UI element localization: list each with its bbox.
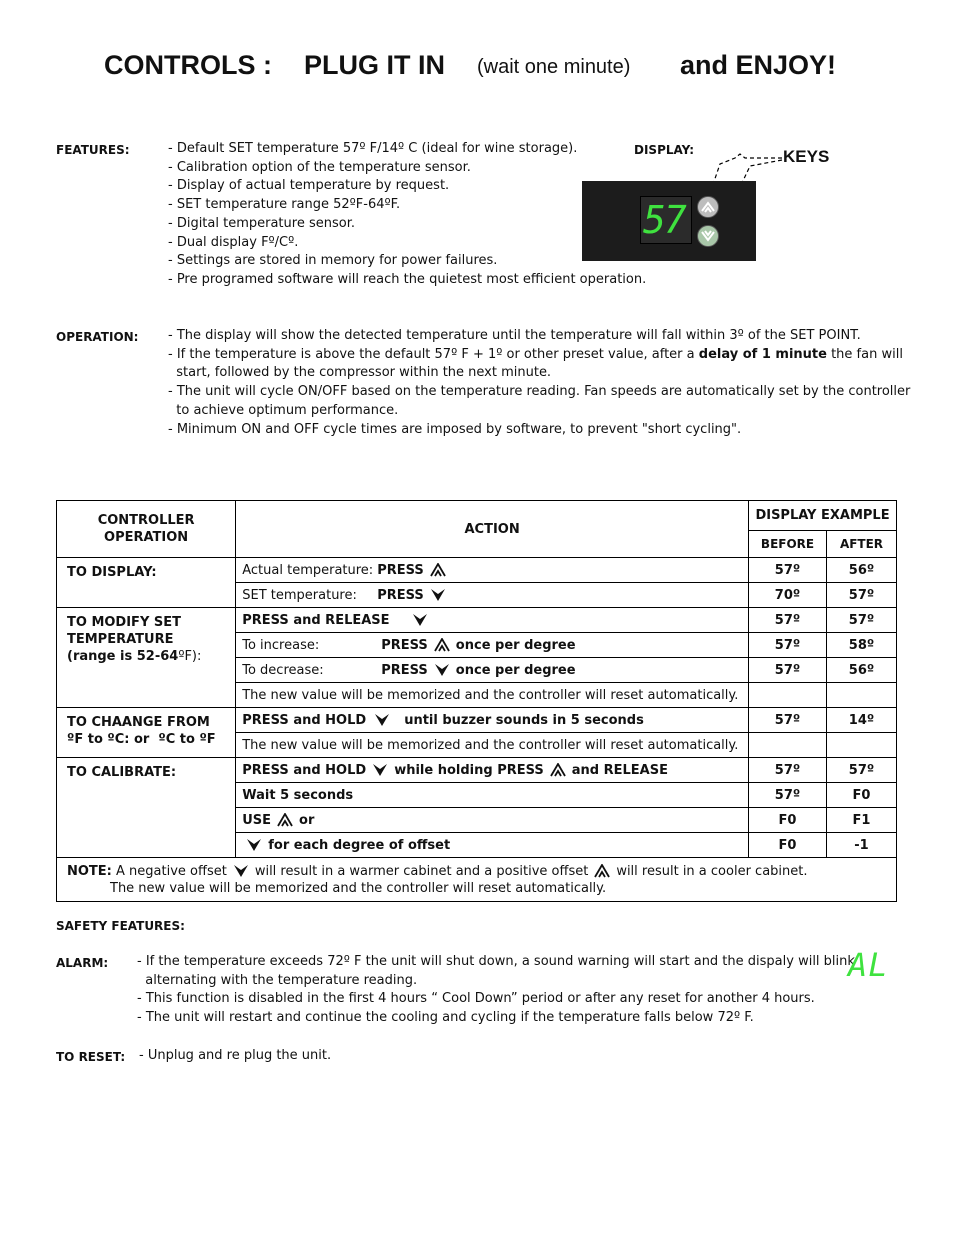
feature-item: - Digital temperature sensor. xyxy=(168,215,355,231)
table-header-row xyxy=(57,501,897,531)
alarm-display: AL xyxy=(848,946,889,984)
keys-label: KEYS xyxy=(783,147,830,166)
action-cell: To increase: PRESS once per degree xyxy=(236,633,749,658)
down-arrow-icon xyxy=(430,588,446,602)
before-value: F0 xyxy=(749,808,827,833)
feature-item: - Calibration option of the temperature sensor. xyxy=(168,159,471,175)
empty-cell xyxy=(827,683,897,708)
down-arrow-icon xyxy=(434,663,450,677)
lcd-digits: 57 xyxy=(643,198,685,242)
action-cell: PRESS and HOLD while holding PRESS and RELEASE xyxy=(236,758,749,783)
down-arrow-icon xyxy=(372,763,388,777)
reset-label: TO RESET: xyxy=(56,1050,126,1064)
header-display-example: DISPLAY EXAMPLE xyxy=(749,501,897,531)
features-label: FEATURES: xyxy=(56,143,130,157)
down-arrow-icon xyxy=(246,838,262,852)
feature-item: - Default SET temperature 57º F/14º C (ideal for wine storage). xyxy=(168,141,578,156)
table-row xyxy=(57,608,897,633)
before-value: F0 xyxy=(749,833,827,858)
alarm-line: - If the temperature exceeds 72º F the unit will shut down, a sound warning will start and the dispaly will blink xyxy=(137,954,855,969)
alarm-label: ALARM: xyxy=(56,956,109,970)
table-note-row xyxy=(57,858,897,902)
reset-text: - Unplug and re plug the unit. xyxy=(139,1048,332,1063)
controller-display xyxy=(582,181,756,261)
features-list xyxy=(168,140,646,290)
down-arrow-icon xyxy=(412,613,428,627)
before-value: 57º xyxy=(749,608,827,633)
operation-line: - The display will show the detected temperature until the temperature will fall within 3º of the SET POINT. xyxy=(168,328,861,343)
controller-operation-table xyxy=(56,500,897,902)
down-arrow-icon xyxy=(233,864,249,878)
down-key[interactable] xyxy=(697,225,719,247)
up-arrow-icon xyxy=(277,813,293,827)
title-plug-it-in: PLUG IT IN xyxy=(304,50,445,80)
before-value: 57º xyxy=(749,558,827,583)
action-cell: PRESS and HOLD until buzzer sounds in 5 seconds xyxy=(236,708,749,733)
label-to-change-units: TO CHAANGE FROM ºF to ºC: or ºC to ºF xyxy=(57,708,236,758)
table-row xyxy=(57,758,897,783)
after-value: 56º xyxy=(827,558,897,583)
after-value: 58º xyxy=(827,633,897,658)
header-before: BEFORE xyxy=(749,531,827,558)
up-arrow-icon xyxy=(550,763,566,777)
up-arrow-icon xyxy=(430,563,446,577)
offset-note: NOTE: A negative offset will result in a warmer cabinet and a positive offset will result in a cooler cabinet. The new value will be memorized and the controller will reset automatically. xyxy=(57,858,897,902)
operation-line: - If the temperature is above the default 57º F + 1º or other preset value, after a delay of 1 minute the fan will xyxy=(168,346,903,362)
label-to-modify: TO MODIFY SET TEMPERATURE (range is 52-64ºF): xyxy=(57,608,236,708)
feature-item: - Dual display Fº/Cº. xyxy=(168,234,299,250)
memorized-note: The new value will be memorized and the controller will reset automatically. xyxy=(236,733,749,758)
operation-line: - The unit will cycle ON/OFF based on the temperature reading. Fan speeds are automatically set by the controller xyxy=(168,384,911,400)
after-value: 57º xyxy=(827,758,897,783)
alarm-line: alternating with the temperature reading. xyxy=(137,972,418,988)
before-value: 57º xyxy=(749,658,827,683)
action-cell: SET temperature: PRESS xyxy=(236,583,749,608)
header-controller-operation: CONTROLLER OPERATION xyxy=(57,501,236,558)
table-row xyxy=(57,708,897,733)
up-arrow-icon xyxy=(434,638,450,652)
before-value: 57º xyxy=(749,708,827,733)
empty-cell xyxy=(749,683,827,708)
title-enjoy: and ENJOY! xyxy=(680,50,837,80)
title-controls: CONTROLS : xyxy=(104,50,272,80)
action-cell: for each degree of offset xyxy=(236,833,749,858)
title-wait: (wait one minute) xyxy=(477,56,631,78)
up-key[interactable] xyxy=(697,196,719,218)
action-cell: USE or xyxy=(236,808,749,833)
empty-cell xyxy=(827,733,897,758)
after-value: 57º xyxy=(827,608,897,633)
up-arrow-icon xyxy=(594,864,610,878)
feature-item: - Pre programed software will reach the quietest most efficient operation. xyxy=(168,271,647,287)
after-value: 56º xyxy=(827,658,897,683)
alarm-line: - The unit will restart and continue the cooling and cycling if the temperature falls below 72º F. xyxy=(137,1010,754,1026)
after-value: 57º xyxy=(827,583,897,608)
down-arrow-icon xyxy=(374,713,390,727)
before-value: 57º xyxy=(749,758,827,783)
before-value: 57º xyxy=(749,633,827,658)
operation-line: to achieve optimum performance. xyxy=(168,402,399,418)
alarm-line: - This function is disabled in the first 4 hours “ Cool Down” period or after any reset for another 4 hours. xyxy=(137,991,815,1007)
after-value: F1 xyxy=(827,808,897,833)
empty-cell xyxy=(749,733,827,758)
memorized-note: The new value will be memorized and the controller will reset automatically. xyxy=(236,683,749,708)
feature-item: - SET temperature range 52ºF-64ºF. xyxy=(168,197,401,213)
action-cell: To decrease: PRESS once per degree xyxy=(236,658,749,683)
delay-emphasis: delay of 1 minute xyxy=(698,346,827,362)
operation-label: OPERATION: xyxy=(56,330,139,344)
header-after: AFTER xyxy=(827,531,897,558)
display-label: DISPLAY: xyxy=(634,143,695,157)
action-cell: PRESS and RELEASE xyxy=(236,608,749,633)
operation-line: - Minimum ON and OFF cycle times are imposed by software, to prevent "short cycling". xyxy=(168,421,742,437)
safety-label: SAFETY FEATURES: xyxy=(56,919,185,933)
feature-item: - Display of actual temperature by request. xyxy=(168,178,450,194)
operation-line: start, followed by the compressor within the next minute. xyxy=(168,365,552,381)
alarm-list xyxy=(137,953,855,1028)
feature-item: - Settings are stored in memory for power failures. xyxy=(168,253,498,269)
before-value: 57º xyxy=(749,783,827,808)
header-action: ACTION xyxy=(236,501,749,558)
before-value: 70º xyxy=(749,583,827,608)
label-to-display: TO DISPLAY: xyxy=(57,558,236,608)
after-value: -1 xyxy=(827,833,897,858)
table-row xyxy=(57,558,897,583)
action-cell: Wait 5 seconds xyxy=(236,783,749,808)
operation-list xyxy=(168,327,910,439)
label-to-calibrate: TO CALIBRATE: xyxy=(57,758,236,858)
chevron-down-icon xyxy=(701,229,715,243)
after-value: F0 xyxy=(827,783,897,808)
after-value: 14º xyxy=(827,708,897,733)
action-cell: Actual temperature: PRESS xyxy=(236,558,749,583)
chevron-up-icon xyxy=(701,200,715,214)
